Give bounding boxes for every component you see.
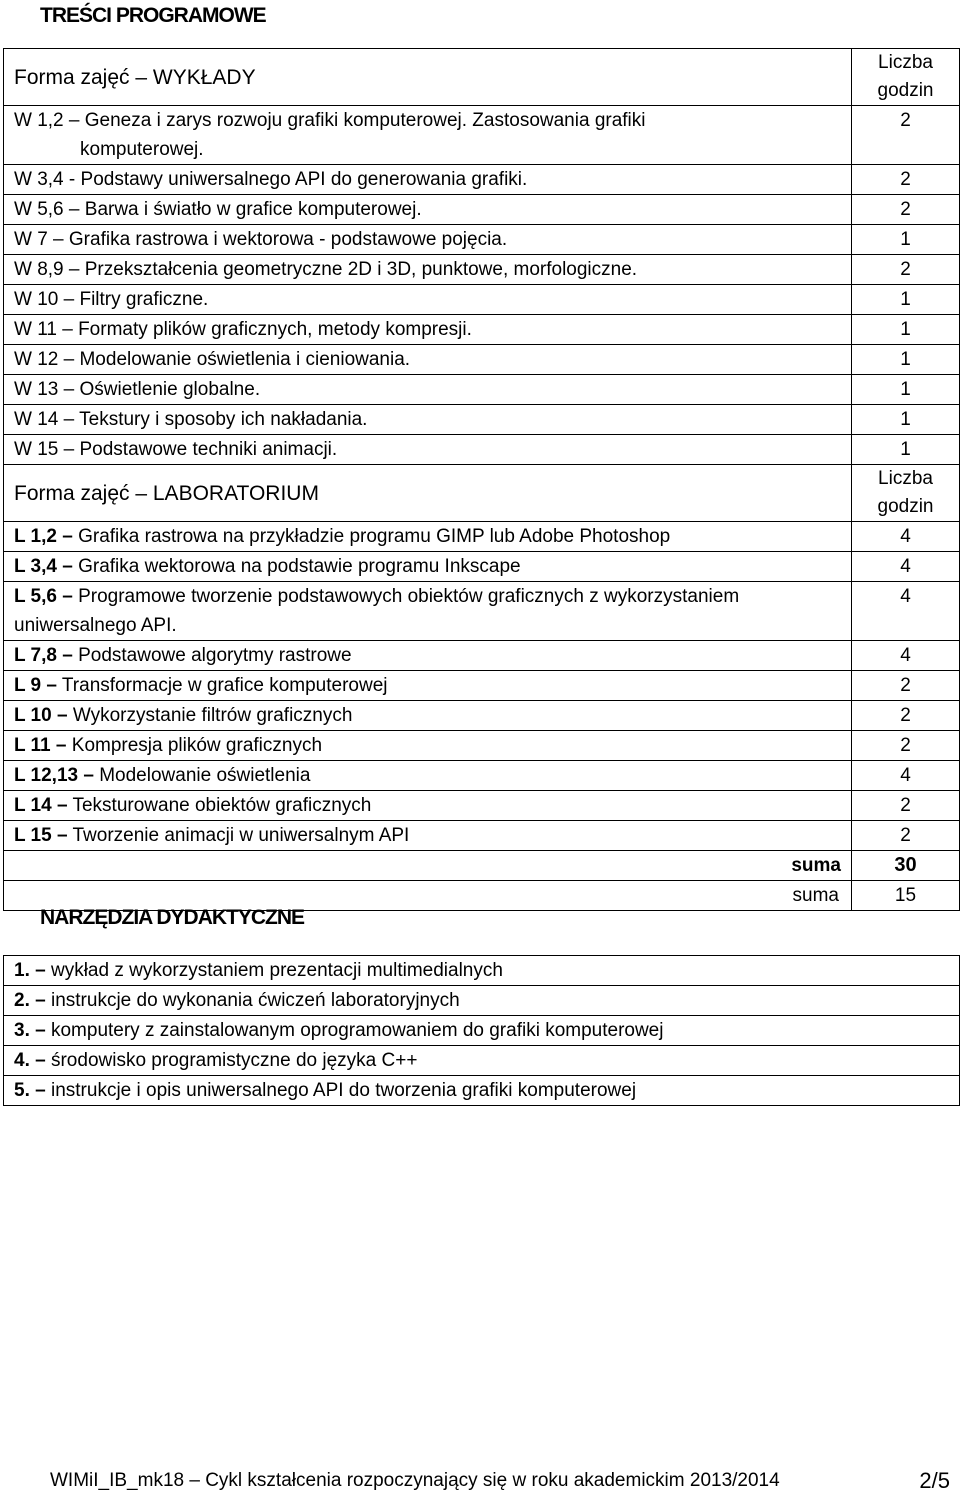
row-description-cell	[4, 552, 852, 582]
lectures-header-row	[4, 49, 960, 106]
row-hours-cell	[852, 761, 960, 791]
row-hours-cell	[852, 375, 960, 405]
row-code: L 14 –	[14, 795, 68, 816]
tool-cell	[4, 1046, 960, 1076]
row-description-cell	[4, 731, 852, 761]
row-text: Podstawowe techniki animacji.	[79, 439, 338, 460]
table-row	[4, 345, 960, 375]
row-hours-cell	[852, 552, 960, 582]
labs-header	[4, 465, 852, 522]
row-text: Geneza i zarys rozwoju grafiki komputerowej. Zastosowania grafiki	[84, 110, 646, 131]
labs-header-row	[4, 465, 960, 522]
table-row	[4, 791, 960, 821]
tool-text: wykład z wykorzystaniem prezentacji multimedialnych	[50, 960, 503, 981]
row-hours: 1	[900, 439, 911, 460]
row-description-cell	[4, 165, 852, 195]
row-hours-cell	[852, 195, 960, 225]
table-row	[4, 225, 960, 255]
table-row	[4, 821, 960, 851]
row-text: Programowe tworzenie podstawowych obiektów graficznych z wykorzystaniem	[78, 586, 740, 607]
row-description-cell	[4, 791, 852, 821]
hours-header-line2: godzin	[877, 80, 934, 101]
row-hours-cell	[852, 641, 960, 671]
tool-text: instrukcje i opis uniwersalnego API do tworzenia grafiki komputerowej	[50, 1080, 637, 1101]
row-hours: 4	[900, 556, 911, 577]
tools-table	[3, 955, 960, 1106]
row-hours-cell	[852, 701, 960, 731]
tool-number: 3. –	[14, 1020, 46, 1041]
list-item	[4, 1046, 960, 1076]
row-hours: 1	[900, 379, 911, 400]
row-description-cell	[4, 375, 852, 405]
row-code: W 11 –	[14, 319, 73, 340]
row-code: W 14 –	[14, 409, 75, 430]
table-row	[4, 435, 960, 465]
table-row	[4, 671, 960, 701]
labs-header-label: Forma zajęć – LABORATORIUM	[14, 481, 319, 505]
list-item	[4, 956, 960, 986]
row-text: Grafika rastrowa i wektorowa - podstawowe pojęcia.	[68, 229, 508, 250]
row-hours: 2	[900, 825, 911, 846]
table-row	[4, 165, 960, 195]
table-row	[4, 552, 960, 582]
row-text: Modelowanie oświetlenia	[99, 765, 311, 786]
row-code: W 15 –	[14, 439, 75, 460]
row-description-cell	[4, 582, 852, 641]
row-text: Barwa i światło w grafice komputerowej.	[84, 199, 422, 220]
row-code: L 15 –	[14, 825, 68, 846]
row-hours-cell	[852, 435, 960, 465]
row-code: L 1,2 –	[14, 526, 73, 547]
row-description-cell	[4, 345, 852, 375]
row-hours: 1	[900, 229, 911, 250]
lectures-sum-value-cell	[852, 881, 960, 911]
section-title-program: TREŚCI PROGRAMOWE	[40, 4, 266, 27]
row-hours: 2	[900, 259, 911, 280]
row-hours: 2	[900, 199, 911, 220]
row-hours-cell	[852, 671, 960, 701]
labs-sum-value-cell	[852, 851, 960, 881]
row-text: Podstawy uniwersalnego API do generowania grafiki.	[80, 169, 528, 190]
row-hours: 2	[900, 735, 911, 756]
row-description-cell	[4, 701, 852, 731]
row-code: L 12,13 –	[14, 765, 94, 786]
table-row	[4, 731, 960, 761]
row-hours: 4	[900, 526, 911, 547]
tool-number: 5. –	[14, 1080, 46, 1101]
row-text: Grafika rastrowa na przykładzie programu GIMP lub Adobe Photoshop	[78, 526, 671, 547]
lectures-sum-label: suma	[792, 885, 839, 906]
row-description-cell	[4, 225, 852, 255]
row-code: L 11 –	[14, 735, 67, 756]
hours-header-line1: Liczba	[878, 52, 933, 73]
row-text: Oświetlenie globalne.	[79, 379, 261, 400]
row-code: L 7,8 –	[14, 645, 73, 666]
row-text-continued: uniwersalnego API.	[14, 615, 177, 636]
section-title-tools: NARZĘDZIA DYDAKTYCZNE	[40, 906, 305, 929]
row-text: – Przekształcenia geometryczne 2D i 3D, punktowe, morfologiczne.	[68, 259, 638, 280]
row-description-cell	[4, 255, 852, 285]
tool-number: 2. –	[14, 990, 46, 1011]
labs-sum-label-cell	[4, 851, 852, 881]
row-text: Tworzenie animacji w uniwersalnym API	[72, 825, 410, 846]
row-hours: 1	[900, 349, 911, 370]
row-hours-cell	[852, 731, 960, 761]
hours-header-line1: Liczba	[878, 468, 933, 489]
tool-number: 1. –	[14, 960, 46, 981]
row-code: W 13 –	[14, 379, 75, 400]
row-code: W 12 –	[14, 349, 75, 370]
page-number: 2/5	[919, 1468, 950, 1493]
tool-number: 4. –	[14, 1050, 46, 1071]
labs-sum-value: 30	[894, 854, 917, 876]
table-row	[4, 522, 960, 552]
tool-text: środowisko programistyczne do języka C++	[50, 1050, 418, 1071]
table-row	[4, 641, 960, 671]
row-description-cell	[4, 821, 852, 851]
row-hours-cell	[852, 165, 960, 195]
row-hours: 1	[900, 289, 911, 310]
row-hours-cell	[852, 285, 960, 315]
row-hours: 2	[900, 795, 911, 816]
row-description-cell	[4, 285, 852, 315]
table-row	[4, 582, 960, 641]
row-text: Transformacje w grafice komputerowej	[61, 675, 388, 696]
row-code: L 9 –	[14, 675, 57, 696]
row-hours: 2	[900, 705, 911, 726]
row-code: W 7 –	[14, 229, 64, 250]
tool-cell	[4, 956, 960, 986]
row-hours-cell	[852, 255, 960, 285]
row-text-continued: komputerowej.	[80, 139, 204, 160]
row-description-cell	[4, 435, 852, 465]
row-hours-cell	[852, 522, 960, 552]
row-text: Grafika wektorowa na podstawie programu Inkscape	[78, 556, 521, 577]
row-code: W 3,4 -	[14, 169, 76, 190]
table-row	[4, 285, 960, 315]
row-code: L 10 –	[14, 705, 68, 726]
list-item	[4, 1016, 960, 1046]
row-text: Wykorzystanie filtrów graficznych	[72, 705, 353, 726]
row-hours: 1	[900, 319, 911, 340]
row-code: W 1,2 –	[14, 110, 80, 131]
row-description-cell	[4, 671, 852, 701]
row-text: Modelowanie oświetlenia i cieniowania.	[79, 349, 411, 370]
lectures-sum-value: 15	[894, 885, 917, 906]
labs-sum-label: suma	[791, 855, 841, 876]
row-code: W 8,9	[14, 259, 64, 280]
row-code: L 3,4 –	[14, 556, 73, 577]
tool-cell	[4, 1016, 960, 1046]
table-row	[4, 255, 960, 285]
row-hours-cell	[852, 225, 960, 255]
table-row	[4, 701, 960, 731]
labs-sum-row	[4, 851, 960, 881]
tool-text: instrukcje do wykonania ćwiczeń laboratoryjnych	[50, 990, 460, 1011]
row-text: Formaty plików graficznych, metody kompresji.	[78, 319, 472, 340]
footer-text: WIMiI_IB_mk18 – Cykl kształcenia rozpoczynający się w roku akademickim 2013/2014	[50, 1470, 780, 1491]
row-code: W 5,6 –	[14, 199, 80, 220]
row-hours: 2	[900, 169, 911, 190]
row-text: Kompresja plików graficznych	[71, 735, 323, 756]
table-row	[4, 405, 960, 435]
table-row	[4, 315, 960, 345]
row-hours-cell	[852, 582, 960, 641]
row-hours: 4	[900, 586, 911, 607]
row-hours-cell	[852, 106, 960, 165]
list-item	[4, 986, 960, 1016]
table-row	[4, 106, 960, 165]
row-hours: 4	[900, 645, 911, 666]
table-row	[4, 375, 960, 405]
row-hours-cell	[852, 405, 960, 435]
list-item	[4, 1076, 960, 1106]
table-row	[4, 761, 960, 791]
row-hours: 2	[900, 110, 911, 131]
row-text: Podstawowe algorytmy rastrowe	[78, 645, 352, 666]
row-description-cell	[4, 522, 852, 552]
tool-cell	[4, 1076, 960, 1106]
row-text: Tekstury i sposoby ich nakładania.	[79, 409, 368, 430]
table-row	[4, 195, 960, 225]
row-hours: 2	[900, 675, 911, 696]
row-hours-cell	[852, 345, 960, 375]
labs-hours-header	[852, 465, 960, 522]
row-code: W 10 –	[14, 289, 75, 310]
lectures-header	[4, 49, 852, 106]
row-description-cell	[4, 195, 852, 225]
tool-cell	[4, 986, 960, 1016]
row-description-cell	[4, 106, 852, 165]
row-text: Filtry graficzne.	[79, 289, 209, 310]
hours-header-line2: godzin	[877, 496, 934, 517]
row-hours: 1	[900, 409, 911, 430]
row-hours-cell	[852, 791, 960, 821]
row-hours-cell	[852, 821, 960, 851]
row-description-cell	[4, 641, 852, 671]
row-text: Teksturowane obiektów graficznych	[72, 795, 372, 816]
row-code: L 5,6 –	[14, 586, 73, 607]
row-hours-cell	[852, 315, 960, 345]
lectures-table	[3, 48, 960, 911]
row-description-cell	[4, 315, 852, 345]
lectures-header-label: Forma zajęć – WYKŁADY	[14, 65, 256, 89]
row-hours: 4	[900, 765, 911, 786]
tool-text: komputery z zainstalowanym oprogramowaniem do grafiki komputerowej	[50, 1020, 664, 1041]
row-description-cell	[4, 761, 852, 791]
row-description-cell	[4, 405, 852, 435]
lectures-hours-header	[852, 49, 960, 106]
